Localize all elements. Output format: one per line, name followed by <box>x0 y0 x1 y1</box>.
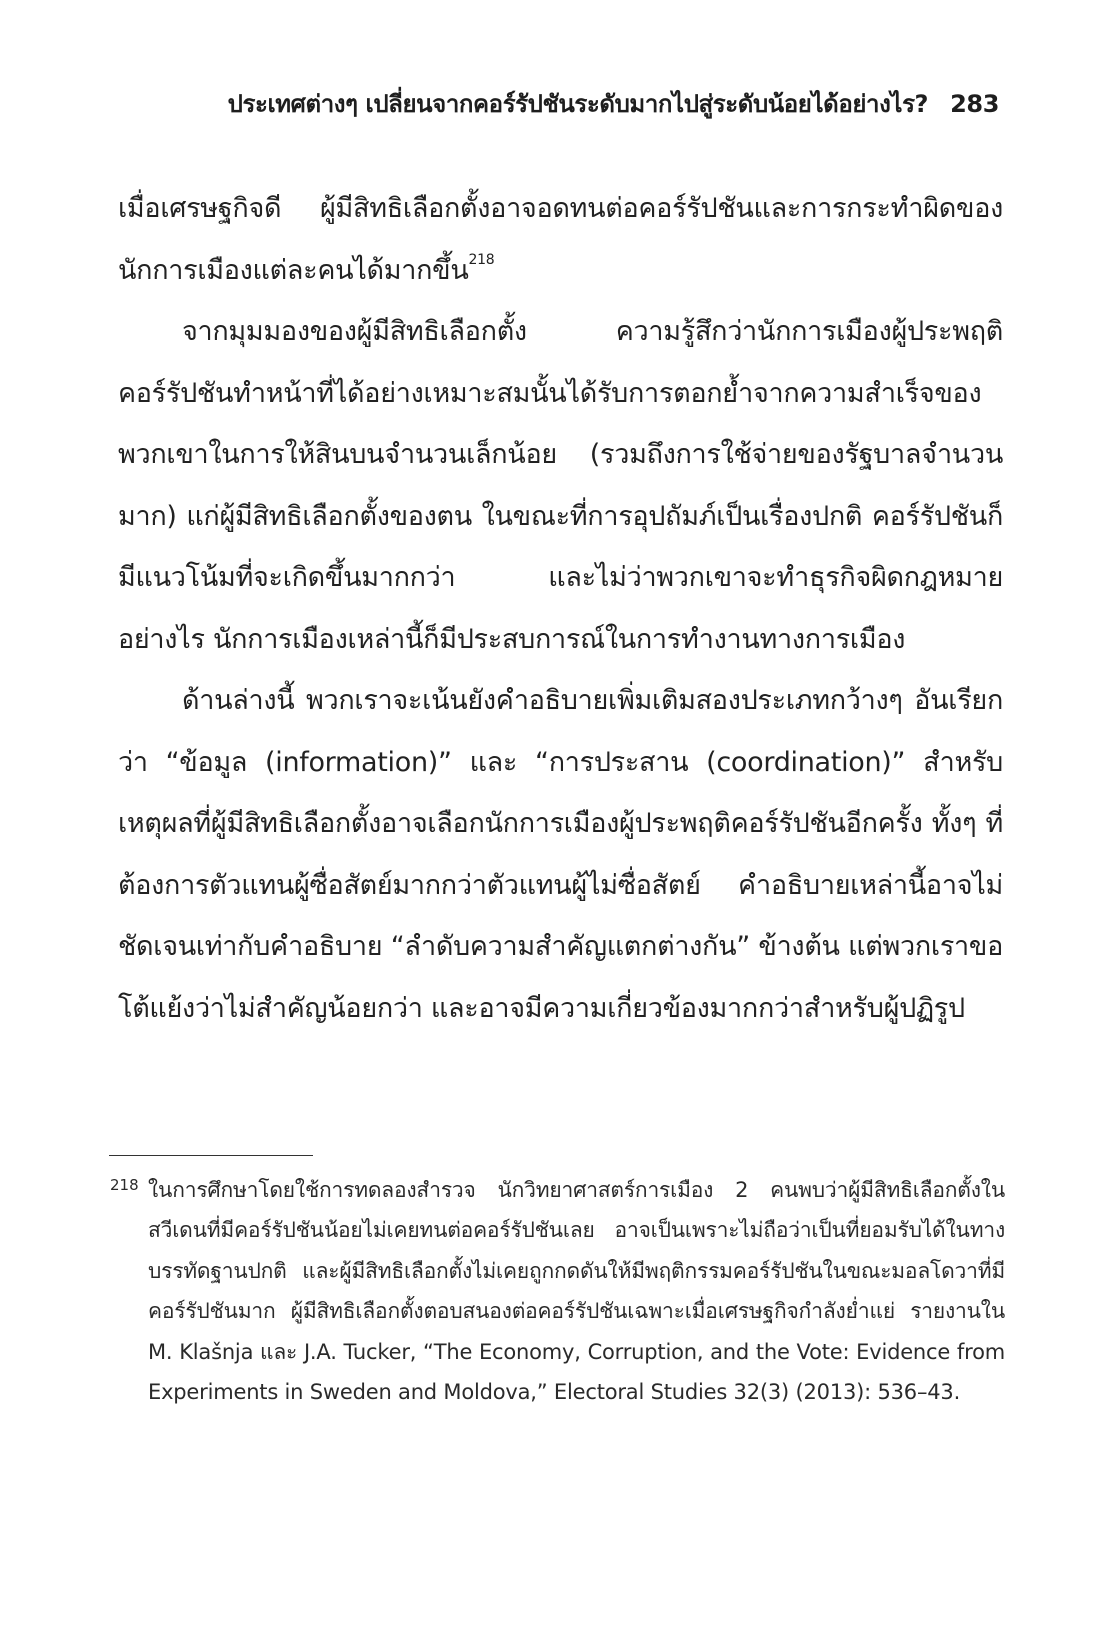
paragraph-3: ด้านล่างนี้ พวกเราจะเน้นยังคำอธิบายเพิ่มเติมสองประเภทกว้างๆ อันเรียกว่า “ข้อมูล (information)” และ “การประสาน (coordination)” สำหรับเหตุผลที่ผู้มีสิทธิเลือกตั้งอาจเลือกนักการเมืองผู้ประพฤติคอร์รัปชันอีกครั้ง ทั้งๆ ที่ต้องการตัวแทนผู้ซื่อสัตย์มากกว่าตัวแทนผู้ไม่ซื่อสัตย์ คำอธิบายเหล่านี้อาจไม่ชัดเจนเท่ากับคำอธิบาย “ลำดับความสำคัญแตกต่างกัน” ข้างต้น แต่พวกเราขอโต้แย้งว่าไม่สำคัญน้อยกว่า และอาจมีความเกี่ยวข้องมากกว่าสำหรับผู้ปฏิรูป <box>118 685 1003 1024</box>
running-header <box>120 84 999 124</box>
page-number: 283 <box>950 90 999 118</box>
footnote <box>110 1170 1005 1412</box>
footnote-text: ในการศึกษาโดยใช้การทดลองสำรวจ นักวิทยาศาสตร์การเมือง 2 คนพบว่าผู้มีสิทธิเลือกตั้งในสวีเดนที่มีคอร์รัปชันน้อยไม่เคยทนต่อคอร์รัปชันเลย อาจเป็นเพราะไม่ถือว่าเป็นที่ยอมรับได้ในทางบรรทัดฐานปกติ และผู้มีสิทธิเลือกตั้งไม่เคยถูกกดดันให้มีพฤติกรรมคอร์รัปชันในขณะมอลโดวาที่มีคอร์รัปชันมาก ผู้มีสิทธิเลือกตั้งตอบสนองต่อคอร์รัปชันเฉพาะเมื่อเศรษฐกิจกำลังย่ำแย่ รายงานใน M. Klašnja และ J.A. Tucker, “The Economy, Corruption, and the Vote: Evidence from Experiments in Sweden and Moldova,” Electoral Studies 32(3) (2013): 536–43. <box>148 1178 1005 1405</box>
paragraph-1-text: เมื่อเศรษฐกิจดี ผู้มีสิทธิเลือกตั้งอาจอดทนต่อคอร์รัปชันและการกระทำผิดของนักการเมืองแต่ละคนได้มากขึ้น <box>118 193 1003 286</box>
footnote-separator <box>109 1155 313 1156</box>
footnote-number: 218 <box>110 1176 139 1194</box>
footnote-reference[interactable]: 218 <box>468 251 495 268</box>
chapter-title: ประเทศต่างๆ เปลี่ยนจากคอร์รัปชันระดับมากไปสู่ระดับน้อยได้อย่างไร? <box>227 90 929 118</box>
body-text <box>118 178 1003 1039</box>
paragraph-2: จากมุมมองของผู้มีสิทธิเลือกตั้ง ความรู้สึกว่านักการเมืองผู้ประพฤติคอร์รัปชันทำหน้าที่ได้อย่างเหมาะสมนั้นได้รับการตอกย้ำจากความสำเร็จของพวกเขาในการให้สินบนจำนวนเล็กน้อย (รวมถึงการใช้จ่ายของรัฐบาลจำนวนมาก) แก่ผู้มีสิทธิเลือกตั้งของตน ในขณะที่การอุปถัมภ์เป็นเรื่องปกติ คอร์รัปชันก็มีแนวโน้มที่จะเกิดขึ้นมากกว่า และไม่ว่าพวกเขาจะทำธุรกิจผิดกฎหมายอย่างไร นักการเมืองเหล่านี้ก็มีประสบการณ์ในการทำงานทางการเมือง <box>118 316 1003 655</box>
paragraph-1 <box>118 178 1003 301</box>
